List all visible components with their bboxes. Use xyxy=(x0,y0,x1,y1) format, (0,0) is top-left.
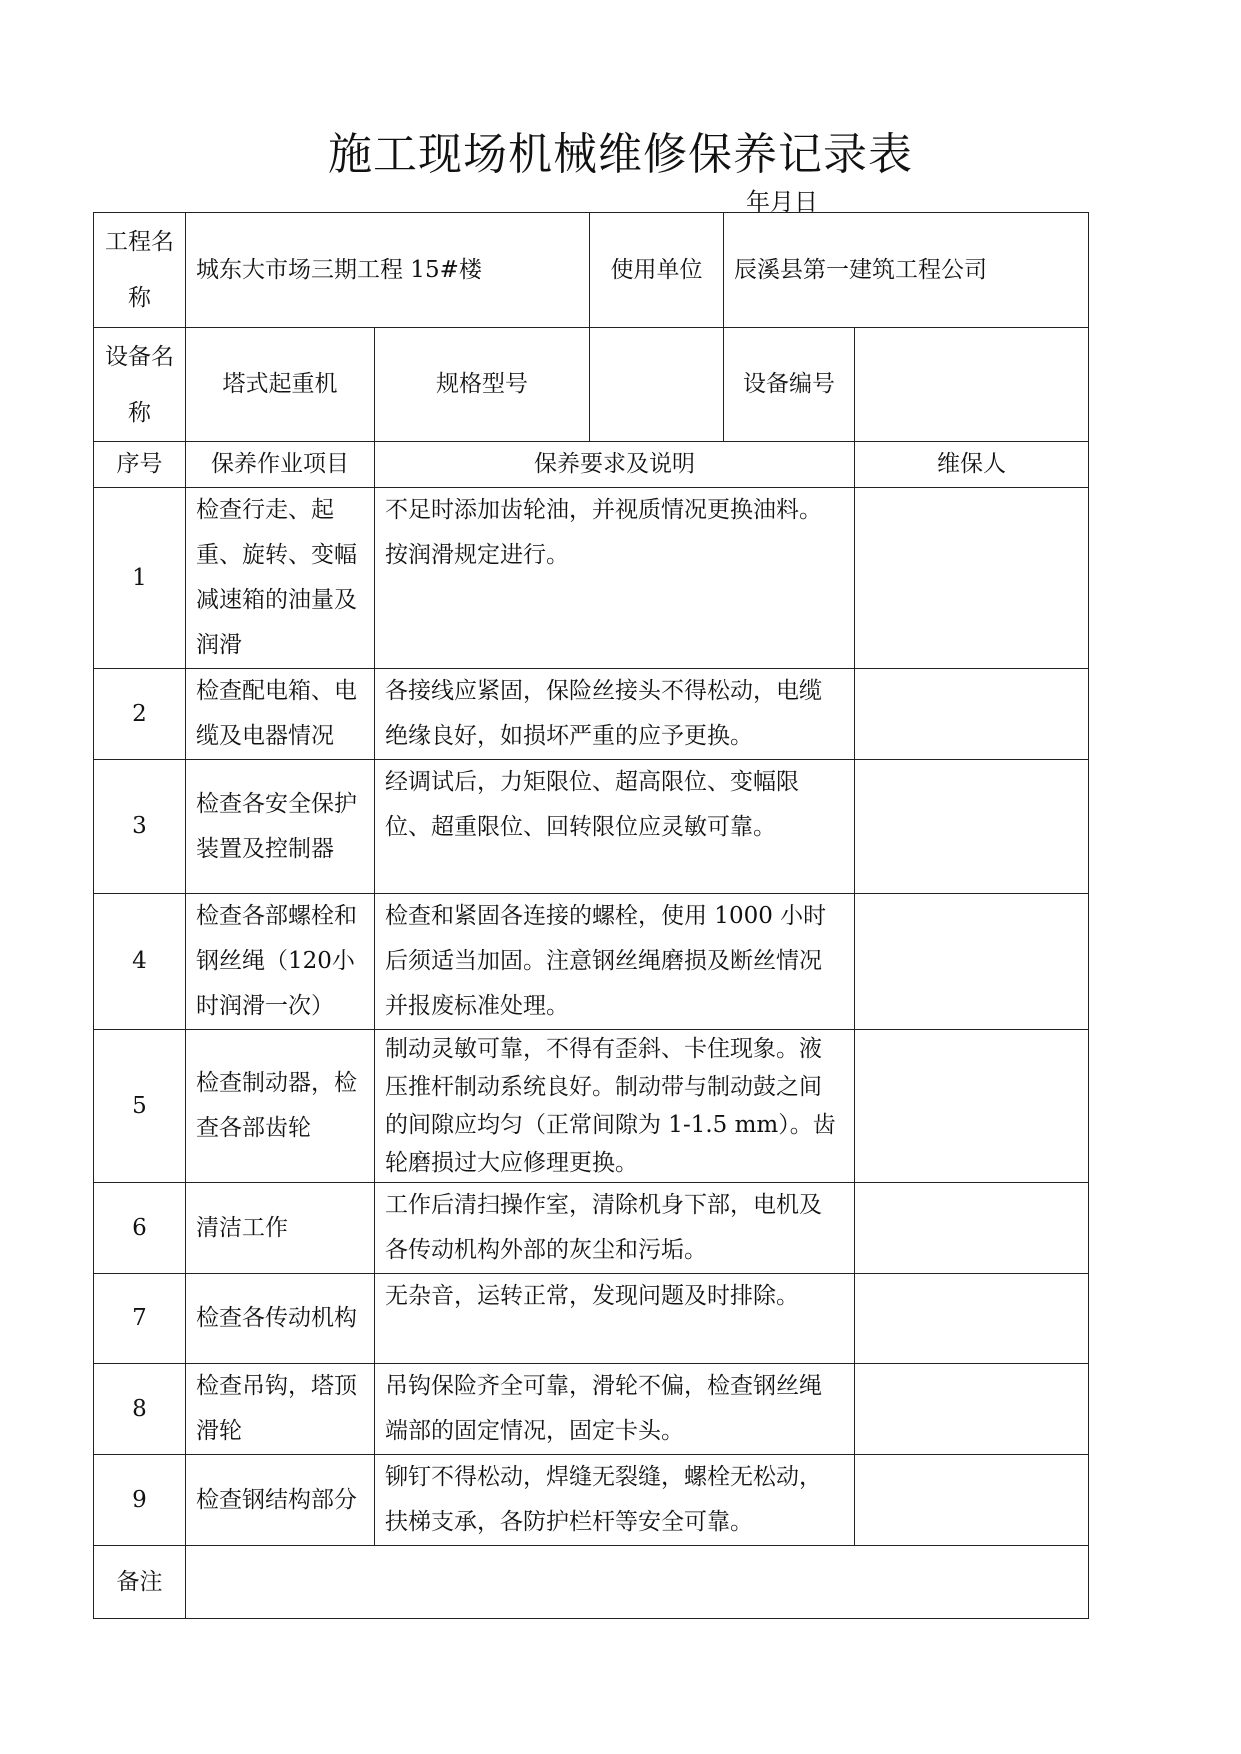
row-seq: 1 xyxy=(94,488,186,669)
row-seq: 7 xyxy=(94,1274,186,1364)
row-item: 检查行走、起重、旋转、变幅减速箱的油量及润滑 xyxy=(186,488,375,669)
row-seq: 3 xyxy=(94,760,186,894)
project-label: 工程名称 xyxy=(94,213,186,328)
row-seq: 5 xyxy=(94,1030,186,1183)
header-person: 维保人 xyxy=(855,442,1089,488)
info-row-equipment xyxy=(94,328,1089,442)
number-label: 设备编号 xyxy=(724,328,855,442)
page-title: 施工现场机械维修保养记录表 xyxy=(328,129,913,180)
row-person xyxy=(855,760,1089,894)
row-person xyxy=(855,1030,1089,1183)
equipment-label: 设备名称 xyxy=(94,328,186,442)
row-seq: 4 xyxy=(94,894,186,1030)
table-row xyxy=(94,1030,1089,1183)
row-person xyxy=(855,669,1089,760)
unit-value: 辰溪县第一建筑工程公司 xyxy=(724,213,1089,328)
row-req: 吊钩保险齐全可靠，滑轮不偏，检查钢丝绳端部的固定情况，固定卡头。 xyxy=(375,1364,855,1455)
equipment-value: 塔式起重机 xyxy=(186,328,375,442)
remarks-row xyxy=(94,1546,1089,1619)
number-value xyxy=(855,328,1089,442)
row-req: 制动灵敏可靠，不得有歪斜、卡住现象。液压推杆制动系统良好。制动带与制动鼓之间的间隙应均匀（正常间隙为 1-1.5 mm）。齿轮磨损过大应修理更换。 xyxy=(375,1030,855,1183)
row-person xyxy=(855,1455,1089,1546)
row-item: 检查各安全保护装置及控制器 xyxy=(186,760,375,894)
table-row xyxy=(94,1183,1089,1274)
remarks-value xyxy=(186,1546,1089,1619)
remarks-label: 备注 xyxy=(94,1546,186,1619)
date-label: 年月日 xyxy=(746,188,818,216)
table-header-row xyxy=(94,442,1089,488)
table-row xyxy=(94,894,1089,1030)
row-req: 经调试后，力矩限位、超高限位、变幅限位、超重限位、回转限位应灵敏可靠。 xyxy=(375,760,855,894)
header-req: 保养要求及说明 xyxy=(375,442,855,488)
table-row xyxy=(94,488,1089,669)
row-req: 不足时添加齿轮油，并视质情况更换油料。按润滑规定进行。 xyxy=(375,488,855,669)
row-person xyxy=(855,1183,1089,1274)
model-label: 规格型号 xyxy=(375,328,590,442)
table-row xyxy=(94,669,1089,760)
maintenance-record-table xyxy=(93,212,1089,1619)
row-req: 工作后清扫操作室，清除机身下部，电机及各传动机构外部的灰尘和污垢。 xyxy=(375,1183,855,1274)
row-item: 检查钢结构部分 xyxy=(186,1455,375,1546)
table-row xyxy=(94,1274,1089,1364)
row-req: 各接线应紧固，保险丝接头不得松动，电缆绝缘良好，如损坏严重的应予更换。 xyxy=(375,669,855,760)
row-item: 检查配电箱、电缆及电器情况 xyxy=(186,669,375,760)
model-value xyxy=(590,328,724,442)
row-person xyxy=(855,1274,1089,1364)
row-req: 铆钉不得松动，焊缝无裂缝，螺栓无松动，扶梯支承，各防护栏杆等安全可靠。 xyxy=(375,1455,855,1546)
row-seq: 6 xyxy=(94,1183,186,1274)
row-item: 检查吊钩，塔顶滑轮 xyxy=(186,1364,375,1455)
table-row xyxy=(94,1364,1089,1455)
row-item: 检查各部螺栓和钢丝绳（120小时润滑一次） xyxy=(186,894,375,1030)
unit-label: 使用单位 xyxy=(590,213,724,328)
project-value: 城东大市场三期工程 15#楼 xyxy=(186,213,590,328)
header-seq: 序号 xyxy=(94,442,186,488)
table-row xyxy=(94,1455,1089,1546)
row-person xyxy=(855,894,1089,1030)
row-req: 无杂音，运转正常，发现问题及时排除。 xyxy=(375,1274,855,1364)
row-person xyxy=(855,488,1089,669)
row-req: 检查和紧固各连接的螺栓，使用 1000 小时后须适当加固。注意钢丝绳磨损及断丝情况并报废标准处理。 xyxy=(375,894,855,1030)
info-row-project xyxy=(94,213,1089,328)
row-person xyxy=(855,1364,1089,1455)
row-seq: 8 xyxy=(94,1364,186,1455)
header-item: 保养作业项目 xyxy=(186,442,375,488)
row-seq: 2 xyxy=(94,669,186,760)
row-item: 检查各传动机构 xyxy=(186,1274,375,1364)
row-seq: 9 xyxy=(94,1455,186,1546)
row-item: 检查制动器，检查各部齿轮 xyxy=(186,1030,375,1183)
table-row xyxy=(94,760,1089,894)
row-item: 清洁工作 xyxy=(186,1183,375,1274)
